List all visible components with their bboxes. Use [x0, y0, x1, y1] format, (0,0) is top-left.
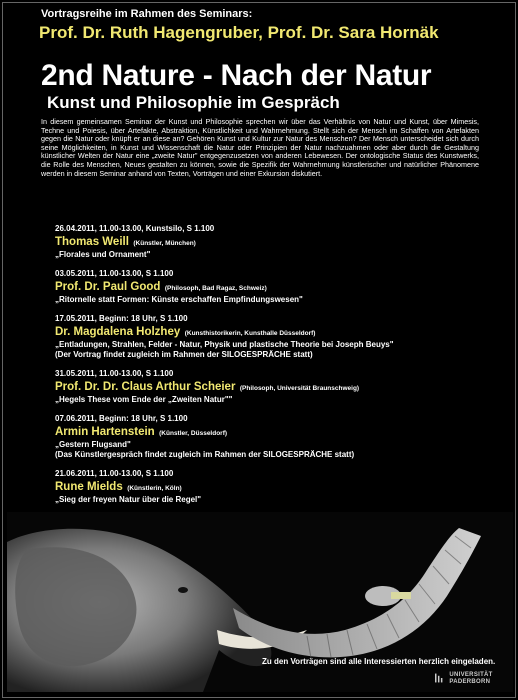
event-item	[55, 414, 495, 460]
event-speaker: Armin Hartenstein	[55, 426, 155, 438]
event-list	[55, 224, 495, 548]
event-speaker-line	[55, 379, 495, 395]
event-talk-title: „Ritornelle statt Formen: Künste erschaffen Empfindungswesen"	[55, 295, 303, 304]
event-date: 03.05.2011, 11.00-13.00, S 1.100	[55, 269, 174, 278]
page-title: 2nd Nature - Nach der Natur	[41, 59, 432, 92]
event-talk-title: „Florales und Ornament"	[55, 250, 151, 259]
event-talk-title: „Entladungen, Strahlen, Felder - Natur, Physik und plastische Theorie bei Joseph Beuys"	[55, 340, 394, 349]
event-affiliation: (Künstler, Düsseldorf)	[159, 430, 228, 437]
event-affiliation: (Künstlerin, Köln)	[127, 485, 182, 492]
poster	[2, 2, 516, 698]
event-affiliation: (Kunsthistorikerin, Kunsthalle Düsseldorf)	[184, 330, 316, 337]
event-item	[55, 269, 495, 305]
event-affiliation: (Philosoph, Bad Ragaz, Schweiz)	[164, 285, 267, 292]
event-note: (Das Künstlergespräch findet zugleich im Rahmen der SILOGESPRÄCHE statt)	[55, 450, 355, 459]
event-speaker-line	[55, 279, 495, 295]
event-speaker: Prof. Dr. Dr. Claus Arthur Scheier	[55, 381, 236, 393]
event-talk-title: „Hegels These vom Ende der „Zweiten Natur""	[55, 395, 233, 404]
elephant-photo	[7, 512, 513, 692]
university-logo	[435, 672, 513, 686]
event-speaker: Dr. Magdalena Holzhey	[55, 326, 181, 338]
event-speaker: Prof. Dr. Paul Good	[55, 281, 161, 293]
event-speaker-line	[55, 324, 495, 340]
event-talk-title: „Gestern Flugsand"	[55, 440, 131, 449]
series-text: Vortragsreihe im Rahmen des Seminars:	[41, 8, 253, 20]
event-item	[55, 469, 495, 505]
event-item	[55, 314, 495, 360]
event-speaker: Rune Mields	[55, 481, 123, 493]
page-subtitle: Kunst und Philosophie im Gespräch	[47, 93, 340, 112]
event-talk-title: „Sieg der freyen Natur über die Regel"	[55, 495, 202, 504]
event-date: 07.06.2011, Beginn: 18 Uhr, S 1.100	[55, 414, 188, 423]
event-date: 17.05.2011, Beginn: 18 Uhr, S 1.100	[55, 314, 188, 323]
event-affiliation: (Philosoph, Universität Braunschweig)	[239, 385, 360, 392]
event-speaker-line	[55, 234, 495, 250]
intro-paragraph: In diesem gemeinsamen Seminar der Kunst und Philosophie sprechen wir über das Verhältnis von Natur und Kunst, über Mimesis, Techne und Poiesis, über Artefakte, Abstraktion, Künstlichkeit und Wahrnehmung. Stellt sich der Mensch im Schaffen von Artefakten gegen die Natur oder knüpft er an diese an? Gehören Kunst und Kultur zur Natur des Menschen? Der Mensch unterscheidet sich durch seine Möglichkeiten, in Kunst und Wissenschaft die Natur oder Prinzipien der Natur nachzuahmen oder aber durch die Gestaltung künstlicher Welten der Natur eine „zweite Natur" entgegenzusetzen von anderen Lebewesen. Der ontologische Status des Kunstwerks, die Rolle des Menschen, Neues gestalten zu können, sowie die Spezifik der Wahrnehmung künstlerischer und natürlicher Phänomene werden in diesem Seminar anhand von Texten, Vorträgen und einer Exkursion diskutiert.	[41, 117, 479, 178]
university-logo-text: UNIVERSITÄT PADERBORN	[449, 672, 493, 685]
university-logo-icon	[435, 672, 445, 684]
event-item	[55, 369, 495, 405]
event-speaker-line	[55, 479, 495, 495]
invitation-text: Zu den Vorträgen sind alle Interessierten herzlich eingeladen.	[262, 657, 496, 666]
event-speaker-line	[55, 424, 495, 440]
organizers: Prof. Dr. Ruth Hagengruber, Prof. Dr. Sara Hornäk	[39, 23, 439, 42]
event-note: (Der Vortrag findet zugleich im Rahmen der SILOGESPRÄCHE statt)	[55, 350, 313, 359]
event-date: 21.06.2011, 11.00-13.00, S 1.100	[55, 469, 174, 478]
event-item	[55, 224, 495, 260]
event-date: 31.05.2011, 11.00-13.00, S 1.100	[55, 369, 174, 378]
event-date: 26.04.2011, 11.00-13.00, Kunstsilo, S 1.100	[55, 224, 215, 233]
event-affiliation: (Künstler, München)	[133, 240, 196, 247]
event-speaker: Thomas Weill	[55, 236, 129, 248]
